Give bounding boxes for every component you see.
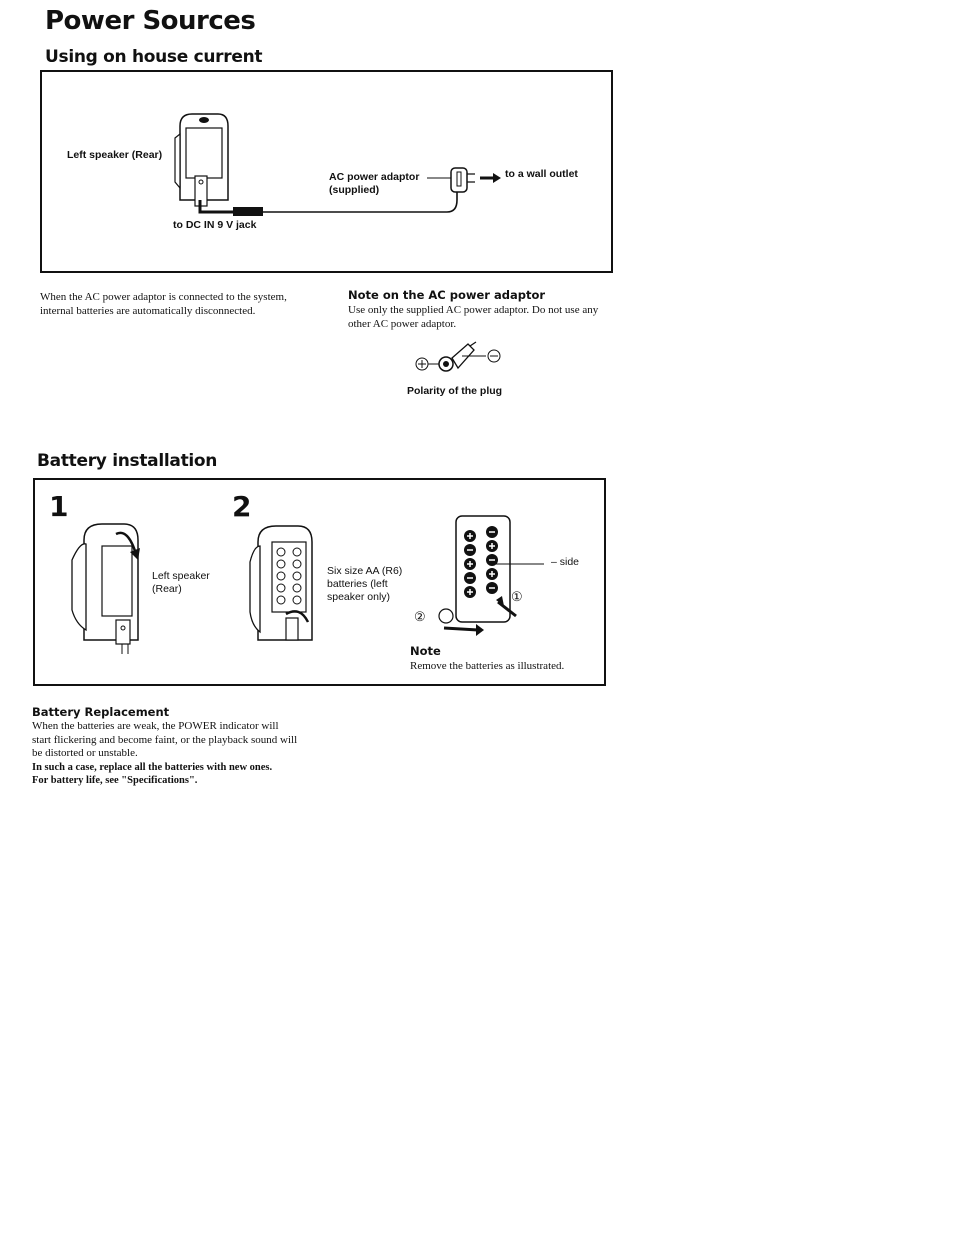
supplied-label: (supplied) <box>329 184 380 196</box>
note-ac-adaptor-heading: Note on the AC power adaptor <box>348 288 546 302</box>
battery-replacement-para3: For battery life, see "Specifications". <box>32 775 198 786</box>
battery-replacement-para2: In such a case, replace all the batteries with new ones. <box>32 762 273 773</box>
note-ac-adaptor-text: Use only the supplied AC power adaptor. Do not use any other AC power adaptor. <box>348 304 599 330</box>
dc-jack-label: to DC IN 9 V jack <box>173 219 257 231</box>
step1-speaker-illustration <box>66 520 146 655</box>
auto-disconnect-text: When the AC power adaptor is connected to the system, internal batteries are automatically disconnected. <box>40 291 287 317</box>
left-speaker-rear-step1-label: Left speaker (Rear) <box>152 570 210 595</box>
battery-removal-illustration <box>424 512 534 642</box>
page-title: Power Sources <box>45 6 256 36</box>
polarity-label: Polarity of the plug <box>407 385 503 397</box>
callout-2: ② <box>414 609 426 624</box>
step-1-number: 1 <box>49 490 69 523</box>
callout-1: ① <box>511 589 523 604</box>
left-speaker-rear-label: Left speaker (Rear) <box>67 149 163 161</box>
battery-replacement-heading: Battery Replacement <box>32 705 170 719</box>
step-2-number: 2 <box>232 490 252 523</box>
polarity-plug-icon <box>414 338 510 378</box>
wall-outlet-label: to a wall outlet <box>505 168 578 180</box>
batteries-label: Six size AA (R6) batteries (left speaker only) <box>327 565 403 603</box>
battery-note-heading: Note <box>410 644 441 658</box>
step2-speaker-batteries-illustration <box>246 522 326 657</box>
battery-note-text: Remove the batteries as illustrated. <box>410 660 565 672</box>
ac-adaptor-label: AC power adaptor <box>329 171 420 183</box>
battery-installation-heading: Battery installation <box>37 451 218 471</box>
minus-side-label: – side <box>551 556 580 568</box>
house-current-heading: Using on house current <box>45 47 263 67</box>
battery-replacement-para1: When the batteries are weak, the POWER indicator will start flickering and become faint, or the playback sound will be distorted or unstable. <box>32 720 298 759</box>
